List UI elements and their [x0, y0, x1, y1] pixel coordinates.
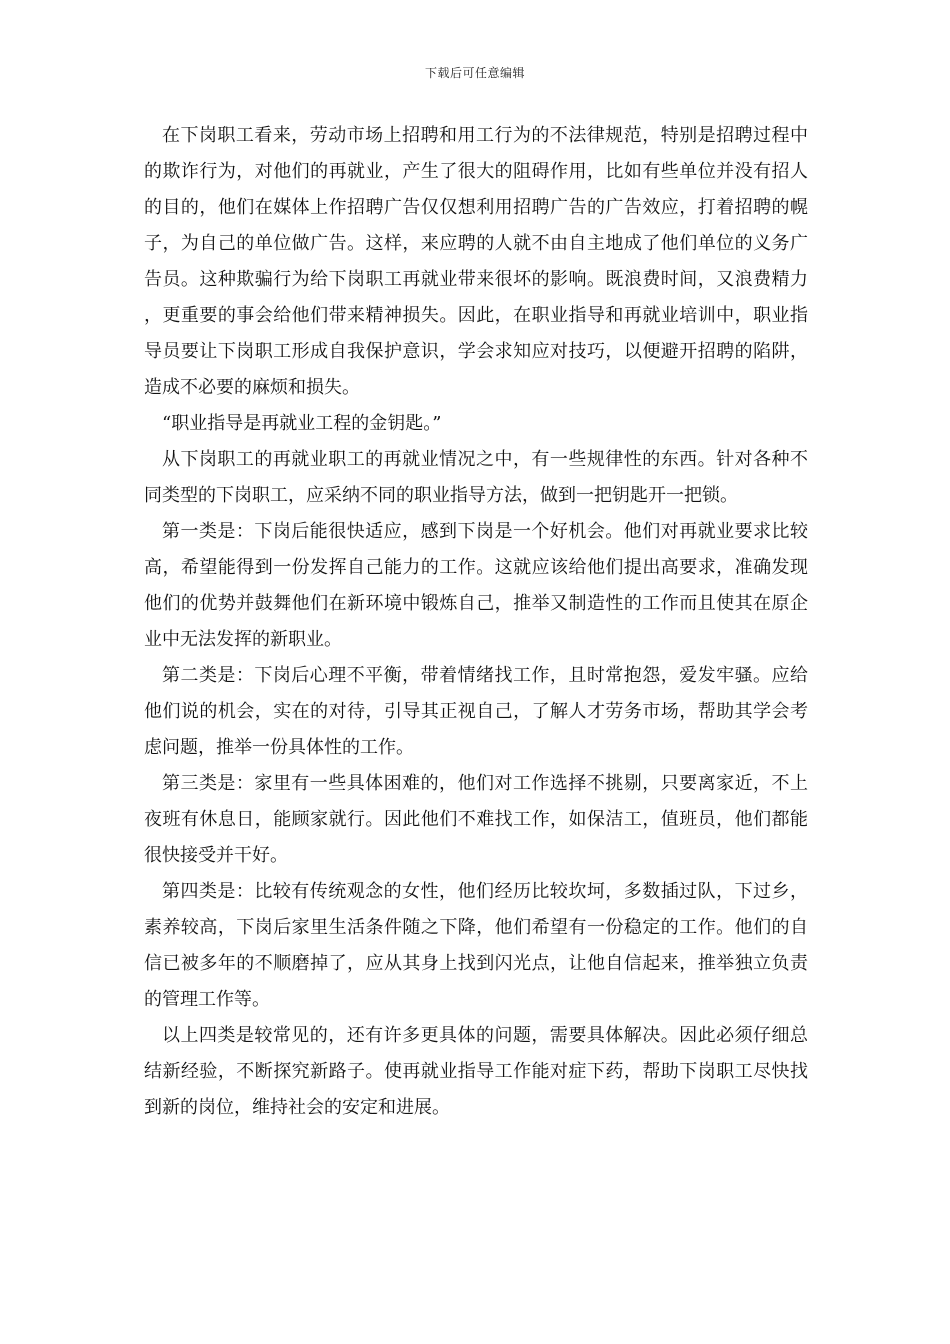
paragraph-type-two: 第二类是：下岗后心理不平衡，带着情绪找工作，且时常抱怨，爱发牢骚。应给他们说的机会，实在的对待，引导其正视自己，了解人才劳务市场，帮助其学会考虑问题，推举一份具体性的工作。 — [144, 665, 808, 758]
paragraph-type-one: 第一类是：下岗后能很快适应，感到下岗是一个好机会。他们对再就业要求比较高，希望能得到一份发挥自己能力的工作。这就应该给他们提出高要求，准确发现他们的优势并鼓舞他们在新环境中锻炼自己，推举又制造性的工作而且使其在原企业中无法发挥的新职业。 — [144, 521, 808, 650]
paragraph-type-three: 第三类是：家里有一些具体困难的，他们对工作选择不挑剔，只要离家近，不上夜班有休息日，能顾家就行。因此他们不难找工作，如保洁工，值班员，他们都能很快接受并干好。 — [144, 773, 808, 866]
paragraph-conclusion: 以上四类是较常见的，还有许多更具体的问题，需要具体解决。因此必须仔细总结新经验，不断探究新路子。使再就业指导工作能对症下药，帮助下岗职工尽快找到新的岗位，维持社会的安定和进展。 — [144, 1025, 808, 1118]
paragraph-quote: “职业指导是再就业工程的金钥匙。” — [162, 413, 442, 434]
paragraph-intro: 在下岗职工看来，劳动市场上招聘和用工行为的不法律规范，特别是招聘过程中的欺诈行为，对他们的再就业，产生了很大的阻碍作用，比如有些单位并没有招人的目的，他们在媒体上作招聘广告仅仅想利用招聘广告的广告效应，打着招聘的幌子，为自己的单位做广告。这样，来应聘的人就不由自主地成了他们单位的义务广告员。这种欺骗行为给下岗职工再就业带来很坏的影响。既浪费时间，又浪费精力，更重要的事会给他们带来精神损失。因此，在职业指导和再就业培训中，职业指导员要让下岗职工形成自我保护意识，学会求知应对技巧，以便避开招聘的陷阱，造成不必要的麻烦和损失。 — [144, 125, 808, 398]
paragraph-patterns: 从下岗职工的再就业职工的再就业情况之中，有一些规律性的东西。针对各种不同类型的下岗职工，应采纳不同的职业指导方法，做到一把钥匙开一把锁。 — [144, 449, 808, 506]
paragraph-type-four: 第四类是：比较有传统观念的女性，他们经历比较坎坷，多数插过队，下过乡，素养较高，下岗后家里生活条件随之下降，他们希望有一份稳定的工作。他们的自信已被多年的不顺磨掉了，应从其身上找到闪光点，让他自信起来，推举独立负责的管理工作等。 — [144, 881, 808, 1010]
document-body — [144, 118, 808, 1126]
page-header: 下载后可任意编辑 — [424, 66, 525, 80]
